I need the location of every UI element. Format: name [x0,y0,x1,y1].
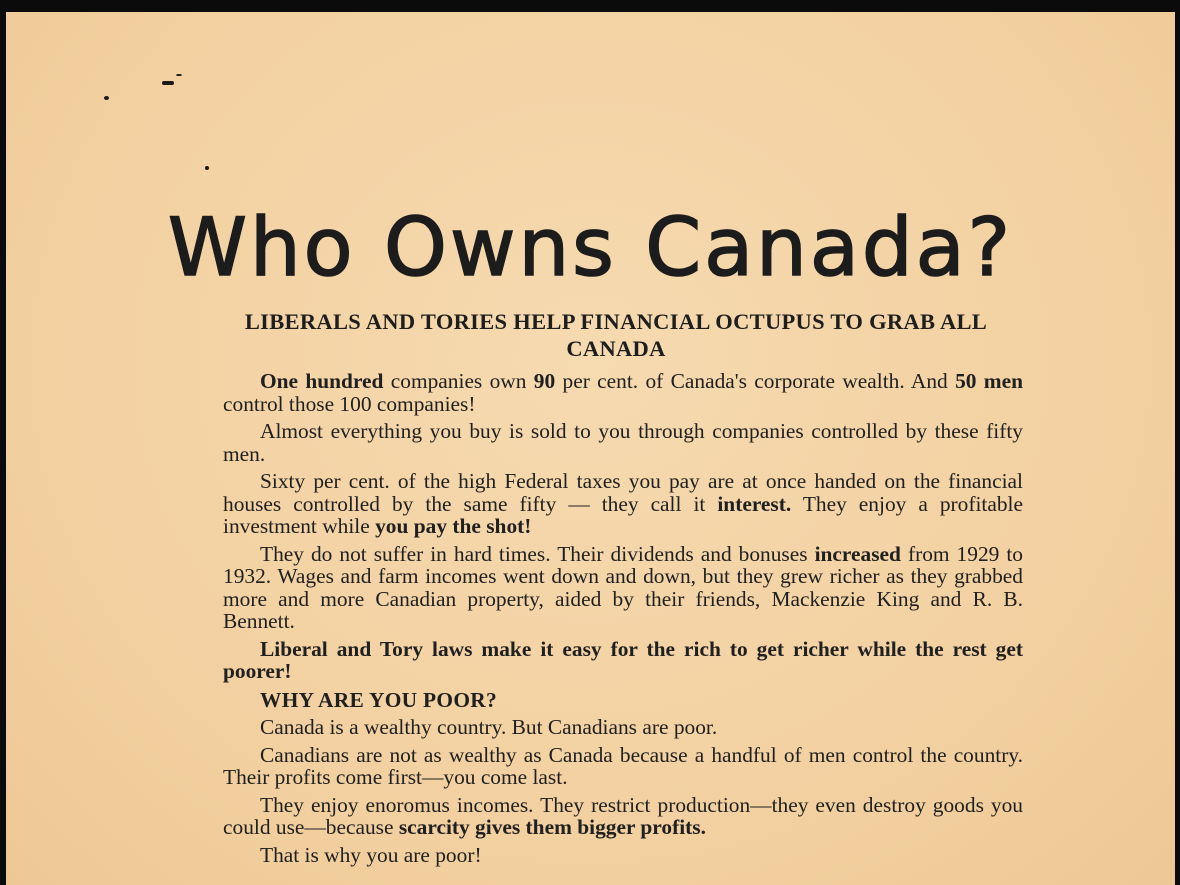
paragraph: Canada is a wealthy country. But Canadians are poor. [260,715,718,739]
paragraph: Almost everything you buy is sold to you through companies controlled by these fifty men. [223,419,1023,466]
ink-speck [162,81,174,85]
paragraph: They do not suffer in hard times. Their dividends and bonuses increased from 1929 to 1932. Wages and farm incomes went down and down, but they grew richer as they grabbed more and more Canadian property, aided by their friends, Mackenzie King and R. B. Bennett. [223,541,1023,633]
paragraph: Sixty per cent. of the high Federal taxes you pay are at once handed on the financial houses controlled by the same fifty — they call it interest. They enjoy a profitable investment while you pay the shot! [223,469,1023,538]
paragraph: One hundred companies own 90 per cent. of Canada's corporate wealth. And 50 men control those 100 companies! [223,369,1023,416]
section-heading: WHY ARE YOU POOR? [260,687,498,712]
page-subtitle: LIBERALS AND TORIES HELP FINANCIAL OCTUPUS TO GRAB ALL CANADA [244,309,988,361]
ink-speck [205,166,209,170]
paragraph: Canadians are not as wealthy as Canada because a handful of men control the country. Their profits come first—you come last. [223,742,1023,789]
paragraph: They enjoy enoromus incomes. They restrict production—they even destroy goods you could use—because scarcity gives them bigger profits. [223,792,1023,839]
page-title: Who Owns Canada? [167,201,1014,294]
article-body [223,370,1023,871]
paragraph: That is why you are poor! [260,842,482,867]
document-page [6,12,1175,885]
paragraph: Liberal and Tory laws make it easy for the rich to get richer while the rest get poorer! [223,636,1023,683]
ink-speck [176,74,182,76]
ink-speck [104,96,109,100]
